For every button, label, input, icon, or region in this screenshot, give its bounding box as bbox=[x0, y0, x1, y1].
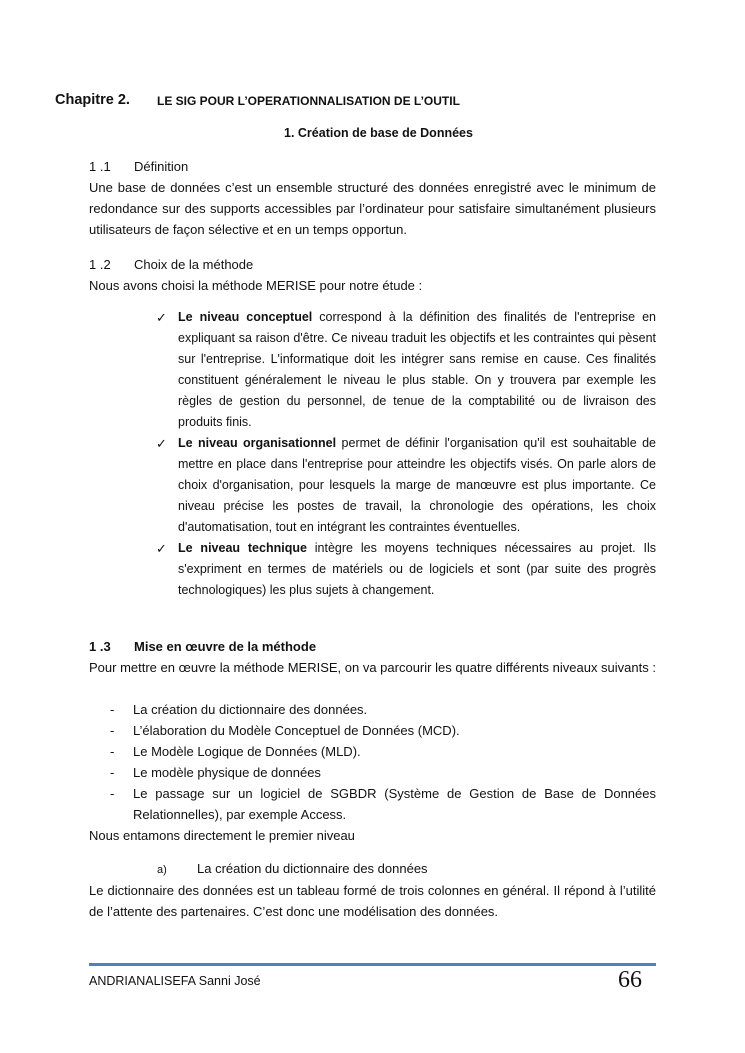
list-item-text: Le Modèle Logique de Données (MLD). bbox=[133, 744, 361, 759]
subheading-title: La création du dictionnaire des données bbox=[197, 861, 428, 876]
subsection-title: Mise en œuvre de la méthode bbox=[134, 639, 317, 654]
steps-list bbox=[110, 699, 656, 825]
list-item-text: Le modèle physique de données bbox=[133, 765, 321, 780]
footer-author: ANDRIANALISEFA Sanni José bbox=[89, 974, 261, 988]
definition-paragraph: Une base de données c’est un ensemble structuré des données enregistré avec le minimum de redondance sur des supports accessibles par l’ordinateur pour satisfaire simultanément plusieurs utilisateurs de façon sélective et en un temps opportun. bbox=[89, 180, 656, 237]
chapter-title: LE SIG POUR L’OPERATIONNALISATION DE L’OUTIL bbox=[157, 94, 460, 108]
implementation-intro: Pour mettre en œuvre la méthode MERISE, on va parcourir les quatre différents niveaux suivants : bbox=[89, 660, 656, 675]
dash-bullet: - bbox=[110, 723, 115, 738]
section-heading-1: 1. Création de base de Données bbox=[284, 126, 473, 140]
chapter-label: Chapitre 2. bbox=[55, 92, 130, 108]
level-term: Le niveau technique bbox=[178, 541, 307, 555]
implementation-outro: Nous entamons directement le premier niveau bbox=[89, 828, 355, 843]
subsection-number: 1 .1 bbox=[89, 159, 111, 174]
list-item bbox=[156, 538, 656, 601]
list-item-text: La création du dictionnaire des données. bbox=[133, 702, 368, 717]
list-item bbox=[110, 699, 656, 720]
list-item bbox=[110, 741, 656, 762]
list-item bbox=[110, 720, 656, 741]
list-item bbox=[156, 433, 656, 538]
level-term: Le niveau organisationnel bbox=[178, 436, 337, 450]
dash-bullet: - bbox=[110, 786, 115, 801]
list-item-text: L’élaboration du Modèle Conceptuel de Données (MCD). bbox=[133, 723, 460, 738]
list-item-text: Le passage sur un logiciel de SGBDR (Système de Gestion de Base de Données Relationnelles), par exemple Access. bbox=[133, 786, 656, 822]
footer-rule bbox=[89, 963, 656, 966]
list-item bbox=[156, 307, 656, 433]
dash-bullet: - bbox=[110, 744, 115, 759]
subheading-letter: a) bbox=[157, 864, 167, 876]
level-description: permet de définir l'organisation qu'il est souhaitable de mettre en place dans l'entreprise pour atteindre les objectifs visés. On parle alors de choix d'organisation, pour lesquels la marge de manœuvre est plus importante. Ce niveau précise les postes de travail, la chronologie des opérations, les choix d'automatisation, tout en intégrant les contraintes éventuelles. bbox=[178, 436, 656, 534]
method-intro: Nous avons choisi la méthode MERISE pour notre étude : bbox=[89, 278, 423, 293]
level-description: correspond à la définition des finalités de l'entreprise en expliquant sa raison d'être. Ce niveau traduit les objectifs et les contraintes qui pèsent sur l'entreprise. L'informatique doit les intégrer sans remise en cause. Ces finalités constituent généralement le niveau le plus stable. On y trouvera par exemple les règles de gestion du personnel, de tenue de la comptabilité ou de livraison des produits finis. bbox=[178, 310, 656, 429]
checkmark-icon: ✓ bbox=[156, 436, 167, 451]
level-term: Le niveau conceptuel bbox=[178, 310, 313, 324]
checkmark-icon: ✓ bbox=[156, 541, 167, 556]
subsection-title: Choix de la méthode bbox=[134, 257, 254, 272]
dash-bullet: - bbox=[110, 765, 115, 780]
subsection-heading-1-1 bbox=[89, 156, 188, 177]
subheading-a bbox=[157, 861, 428, 876]
list-item bbox=[110, 762, 656, 783]
subsection-number: 1 .3 bbox=[89, 639, 111, 654]
checkmark-icon: ✓ bbox=[156, 310, 167, 325]
list-item bbox=[110, 783, 656, 825]
subsection-title: Définition bbox=[134, 159, 189, 174]
level-description: intègre les moyens techniques nécessaires au projet. Ils s'expriment en termes de matériels ou de logiciels et sont (par suite des progrès technologiques) les plus sujets à changement. bbox=[178, 541, 656, 597]
dictionary-paragraph: Le dictionnaire des données est un tableau formé de trois colonnes en général. Il répond à l’utilité de l’attente des partenaires. C’est donc une modélisation des données. bbox=[89, 883, 656, 919]
subsection-heading-1-2 bbox=[89, 254, 253, 275]
merise-levels-list bbox=[156, 307, 656, 601]
dash-bullet: - bbox=[110, 702, 115, 717]
page-number: 66 bbox=[618, 967, 642, 993]
subsection-number: 1 .2 bbox=[89, 257, 111, 272]
subsection-heading-1-3 bbox=[89, 636, 316, 657]
